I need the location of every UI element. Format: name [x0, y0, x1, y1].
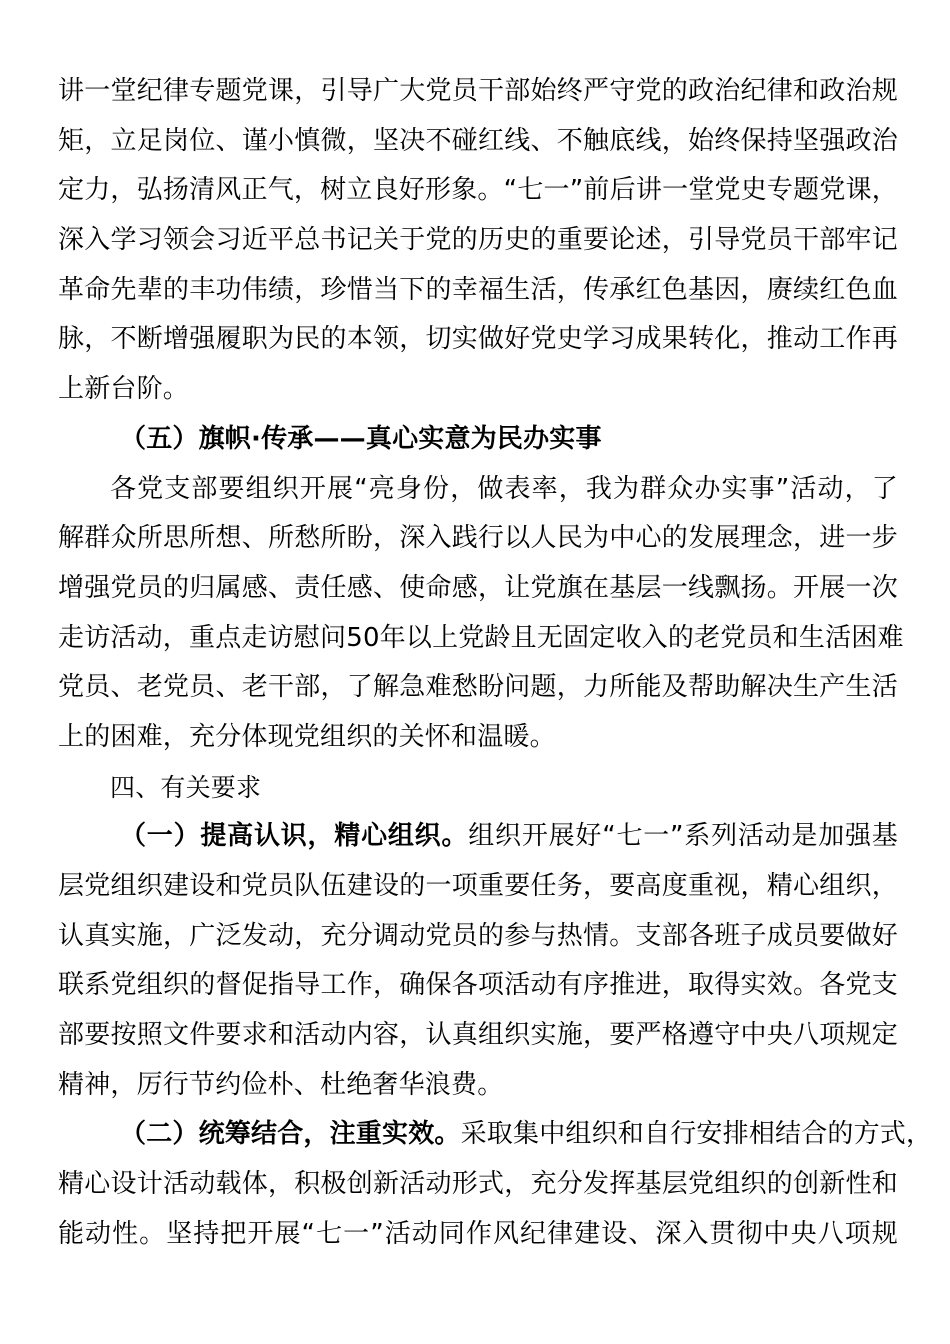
paragraph-line: 能动性。坚持把开展“七一”活动同作风纪律建设、深入贯彻中央八项规 [58, 1218, 898, 1249]
paragraph-line: 上新台阶。 [58, 374, 190, 405]
paragraph-line: 定力，弘扬清风正气，树立良好形象。“七一”前后讲一堂党史专题党课， [58, 175, 898, 206]
paragraph-line: 精心设计活动载体，积极创新活动形式，充分发挥基层党组织的创新性和 [58, 1169, 898, 1200]
paragraph-line: 党员、老党员、老干部，了解急难愁盼问题，力所能及帮助解决生产生活 [58, 672, 898, 703]
requirement-2-first-text: 采取集中组织和自行安排相结合的方式， [460, 1119, 933, 1150]
requirement-1-first-line [58, 812, 898, 862]
paragraph-line: 部要按照文件要求和活动内容，认真组织实施，要严格遵守中央八项规定 [58, 1020, 898, 1051]
section-heading-5: （五）旗帜·传承——真心实意为民办实事 [120, 423, 602, 454]
paragraph-line: 增强党员的归属感、责任感、使命感，让党旗在基层一线飘扬。开展一次 [58, 572, 898, 603]
requirement-1-lead: （一）提高认识，精心组织。 [120, 821, 469, 852]
document-page [58, 67, 933, 1260]
paragraph-line: 深入学习领会习近平总书记关于党的历史的重要论述，引导党员干部牢记 [58, 225, 898, 256]
paragraph-line: 革命先辈的丰功伟绩，珍惜当下的幸福生活，传承红色基因，赓续红色血 [58, 274, 898, 305]
section-title-4: 四、有关要求 [110, 772, 262, 802]
paragraph-line: 联系党组织的督促指导工作，确保各项活动有序推进，取得实效。各党支 [58, 970, 898, 1001]
paragraph-line: 解群众所思所想、所愁所盼，深入践行以人民为中心的发展理念，进一步 [58, 523, 898, 554]
paragraph-line: 各党支部要组织开展“亮身份，做表率，我为群众办实事”活动，了 [110, 473, 898, 504]
paragraph-line: 精神，厉行节约俭朴、杜绝奢华浪费。 [58, 1069, 504, 1100]
paragraph-line: 讲一堂纪律专题党课，引导广大党员干部始终严守党的政治纪律和政治规 [58, 76, 898, 106]
paragraph-line: 层党组织建设和党员队伍建设的一项重要任务，要高度重视，精心组织， [58, 871, 898, 901]
paragraph-line: 矩，立足岗位、谨小慎微，坚决不碰红线、不触底线，始终保持坚强政治 [58, 125, 898, 156]
paragraph-line: 脉，不断增强履职为民的本领，切实做好党史学习成果转化，推动工作再 [58, 324, 898, 355]
requirement-1-first-text: 组织开展好“七一”系列活动是加强基 [468, 821, 898, 852]
paragraph-line: 认真实施，广泛发动，充分调动党员的参与热情。支部各班子成员要做好 [58, 920, 898, 951]
paragraph-line: 上的困难，充分体现党组织的关怀和温暖。 [58, 721, 556, 752]
requirement-2-first-line [58, 1110, 933, 1160]
paragraph-line: 走访活动，重点走访慰问50年以上党龄且无固定收入的老党员和生活困难 [58, 622, 904, 653]
requirement-2-lead: （二）统筹结合，注重实效。 [120, 1119, 461, 1150]
